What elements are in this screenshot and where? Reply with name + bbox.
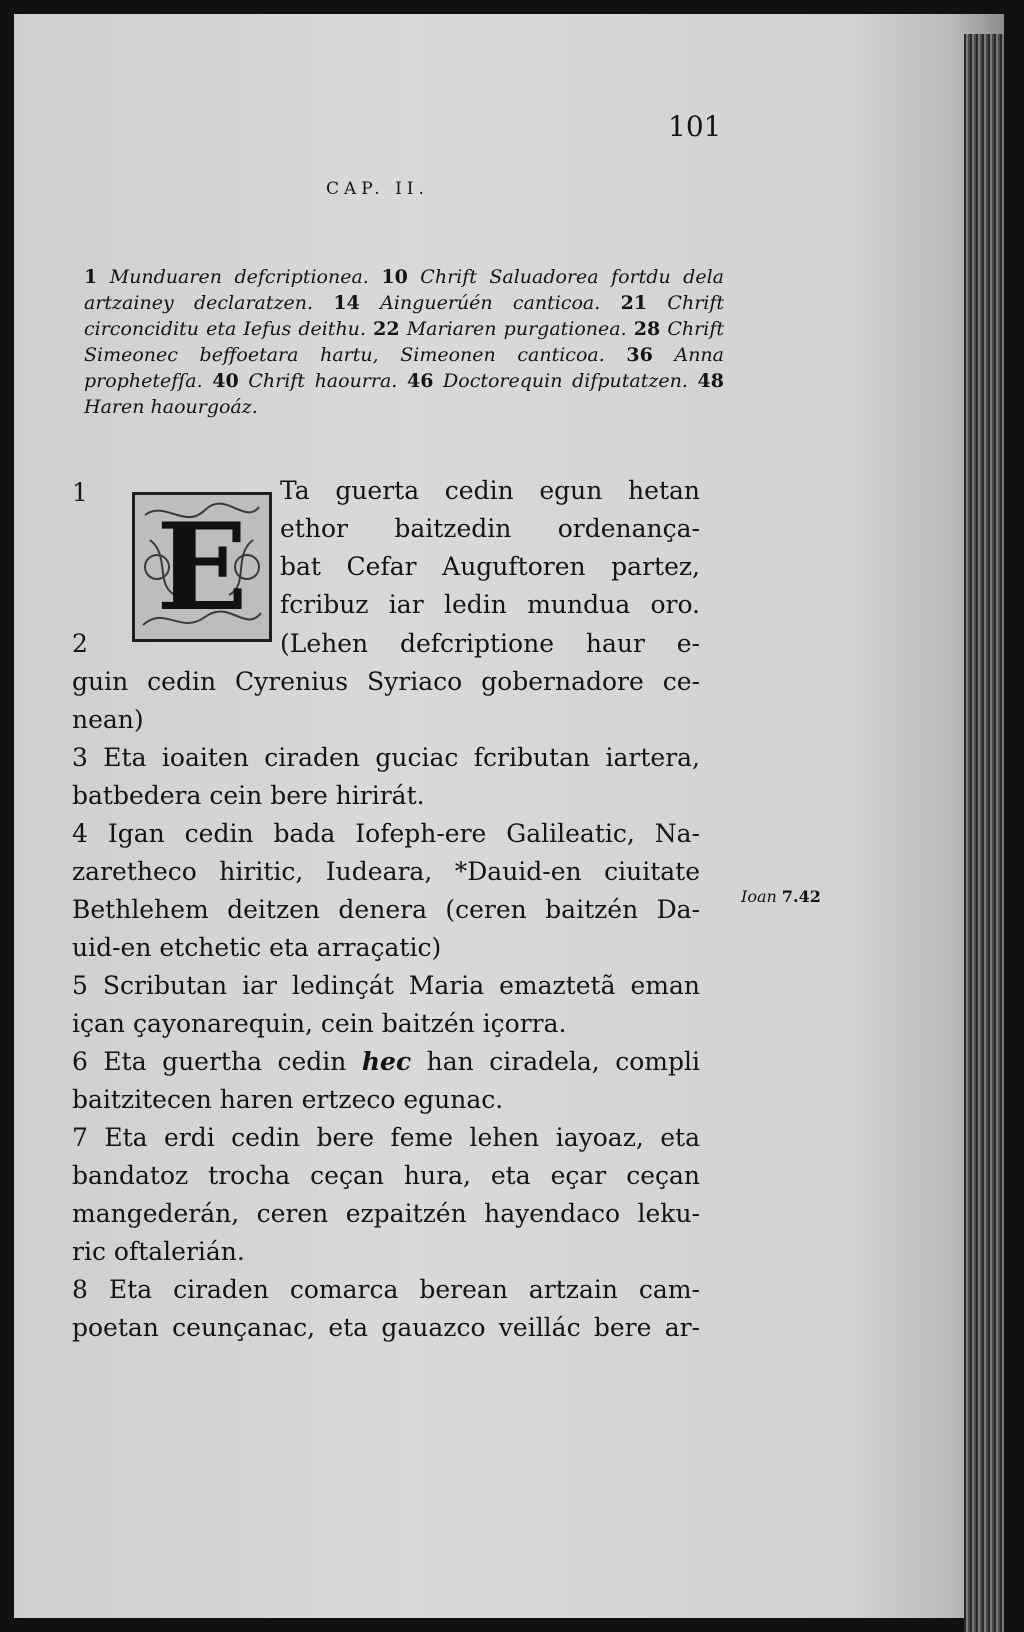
summary-item: 22 Mariaren purgationea. <box>373 318 627 340</box>
text-line: 5 Scributan iar ledinçát Maria emaztetã eman <box>72 971 700 1000</box>
text-line: (Lehen defcriptione haur e- <box>280 629 700 658</box>
summary-item: 28 Chrift Simeonec beffoetara hartu, Simeonen canticoa. <box>84 318 724 366</box>
text-line: guin cedin Cyrenius Syriaco gobernadore ce- <box>72 667 700 696</box>
page <box>14 14 1004 1618</box>
text-line: içan çayonarequin, cein baitzén içorra. <box>72 1009 567 1038</box>
decorated-initial <box>132 492 272 642</box>
text-line: 6 Eta guertha cedin hec han ciradela, compli <box>72 1047 700 1076</box>
text-line: 8 Eta ciraden comarca berean artzain cam- <box>72 1275 700 1304</box>
page-number: 101 <box>668 110 722 143</box>
text-line: Ta guerta cedin egun hetan <box>280 476 700 505</box>
text-line: bat Cefar Auguftoren partez, <box>280 552 700 581</box>
text-line: baitzitecen haren ertzeco egunac. <box>72 1085 504 1114</box>
summary-item: 1 Munduaren defcriptionea. <box>84 266 369 288</box>
text-line: ric oftalerián. <box>72 1237 245 1266</box>
summary-item: 21 Chrift circonciditu eta Iefus deithu. <box>84 292 725 340</box>
initial-letter: E <box>156 496 248 638</box>
verse-number-1: 1 <box>72 478 88 507</box>
text-line: nean) <box>72 705 144 734</box>
text-line: bandatoz trocha ceçan hura, eta eçar ceçan <box>72 1161 700 1190</box>
margin-reference: Ioan 7.42 <box>741 887 821 906</box>
text-line: mangederán, ceren ezpaitzén hayendaco leku- <box>72 1199 700 1228</box>
chapter-summary <box>84 264 724 420</box>
text-line: 4 Igan cedin bada Iofeph-ere Galileatic, Na- <box>72 819 700 848</box>
text-line: 3 Eta ioaiten ciraden guciac fcributan iartera, <box>72 743 700 772</box>
text-line: Bethlehem deitzen denera (ceren baitzén Da- <box>72 895 700 924</box>
summary-item: 40 Chrift haourra. <box>212 370 398 392</box>
summary-item: 48 Haren haourgoáz. <box>84 370 724 418</box>
text-line: poetan ceunçanac, eta gauazco veillác bere ar- <box>72 1313 700 1342</box>
text-line: 7 Eta erdi cedin bere feme lehen iayoaz, eta <box>72 1123 700 1152</box>
chapter-heading: CAP. II. <box>326 179 429 199</box>
summary-item: 10 Chrift Saluadorea fortdu dela artzainey declaratzen. <box>84 266 724 314</box>
text-line: ethor baitzedin ordenança- <box>280 514 700 543</box>
summary-item: 46 Doctorequin difputatzen. <box>406 370 688 392</box>
text-line: uid-en etchetic eta arraçatic) <box>72 933 442 962</box>
text-line: batbedera cein bere hirirát. <box>72 781 425 810</box>
text-line: fcribuz iar ledin mundua oro. <box>280 590 700 619</box>
summary-item: 36 Anna prophetefſa. <box>84 344 724 392</box>
text-line: zaretheco hiritic, Iudeara, *Dauid-en ciuitate <box>72 857 700 886</box>
page-edge <box>964 34 1004 1632</box>
verse-number-2: 2 <box>72 629 88 658</box>
summary-item: 14 Ainguerúén canticoa. <box>333 292 601 314</box>
